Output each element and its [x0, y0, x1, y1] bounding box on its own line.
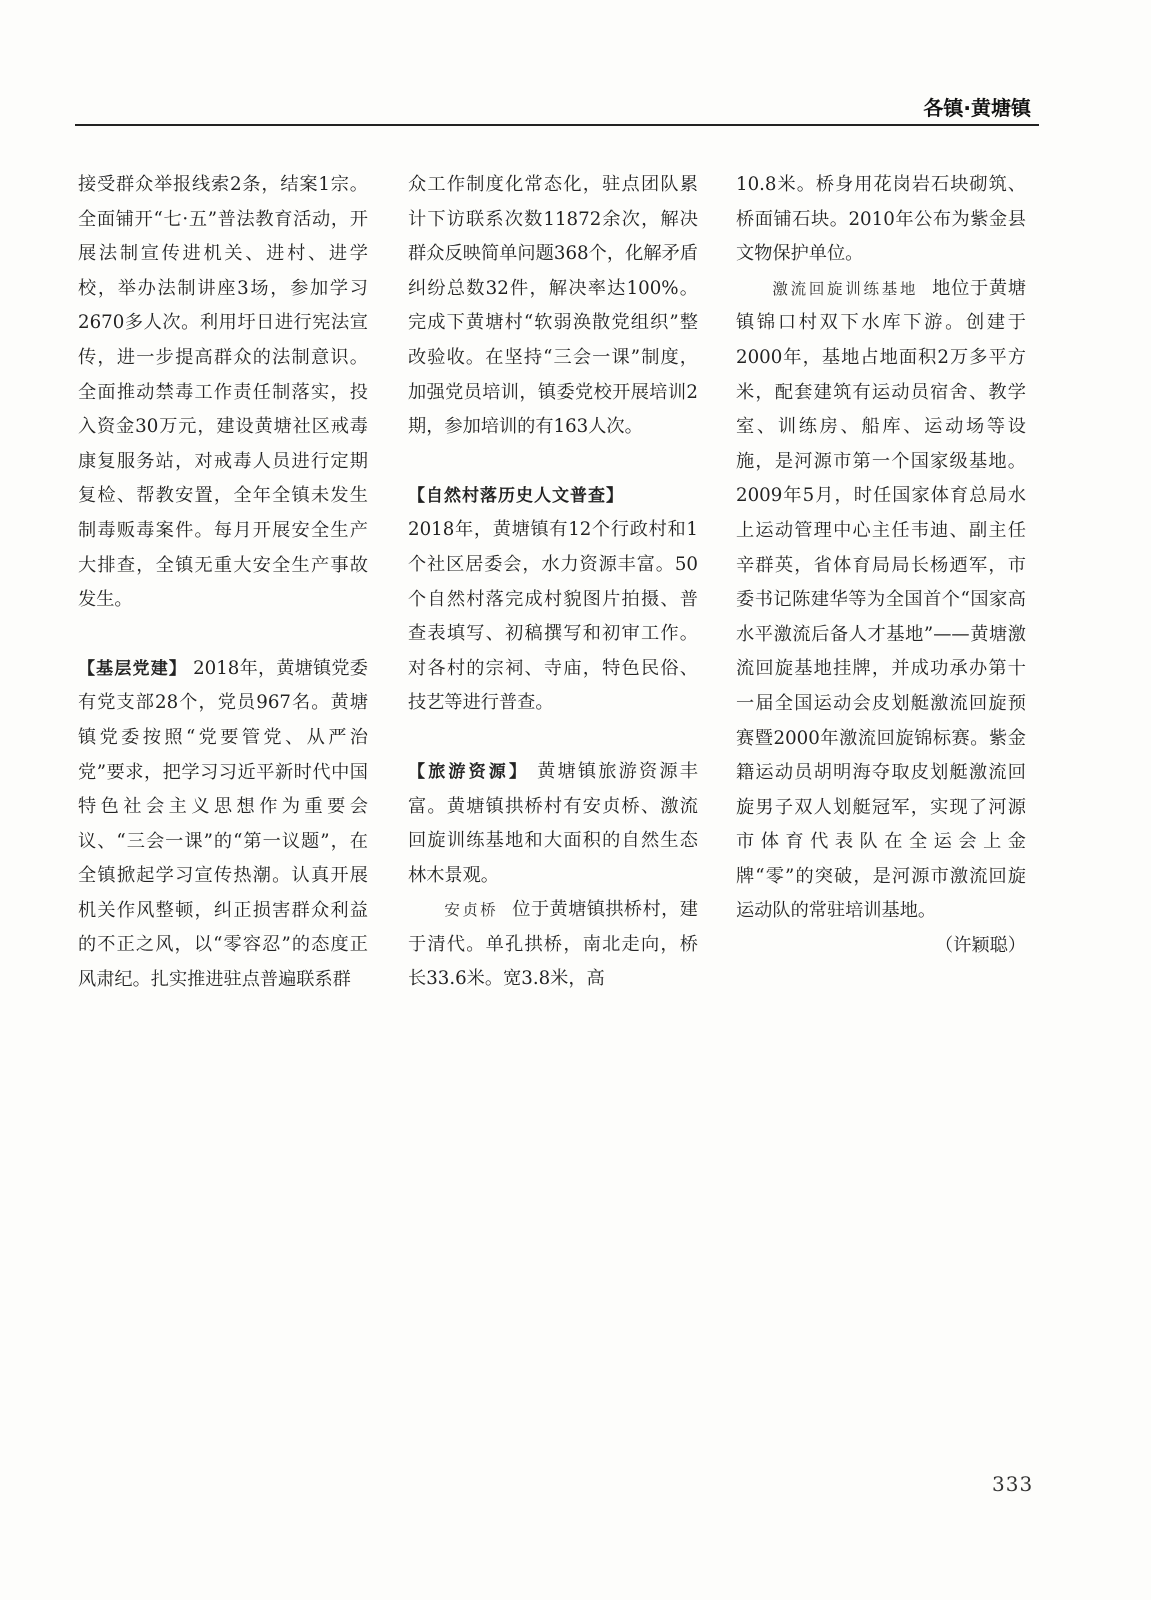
section-text: 2018年，黄塘镇党委有党支部28个，党员967名。黄塘镇党委按照“党要管党、从严治党”要求，把学习习近平新时代中国特色社会主义思想作为重要会议、“三会一课”的“第一议题”，在全镇掀起学习宣传热潮。认真开展机关作风整顿，纠正损害群众利益的不正之风，以“零容忍”的态度正风肃纪。扎实推进驻点普遍联系群: [78, 657, 368, 991]
subentry-label: 激流回旋训练基地: [772, 279, 919, 298]
section-text: 2018年，黄塘镇有12个行政村和1个社区居委会，水力资源丰富。50个自然村落完成村貌图片拍摄、普查表填写、初稿撰写和初审工作。对各村的宗祠、寺庙，特色民俗、技艺等进行普查。: [408, 519, 698, 714]
section-label: 【自然村落历史人文普查】: [408, 485, 624, 506]
subentry-slalom-base: [736, 272, 1026, 929]
header-title: 各镇·黄塘镇: [923, 96, 1031, 120]
text-column-1: [78, 168, 368, 998]
section-label: 【旅游资源】: [408, 761, 530, 782]
paragraph: 众工作制度化常态化，驻点团队累计下访联系次数11872余次，解决群众反映简单问题368个，化解矛盾纠纷总数32件，解决率达100%。完成下黄塘村“软弱涣散党组织”整改验收。在坚持“三会一课”制度，加强党员培训，镇委党校开展培训2期，参加培训的有163人次。: [408, 174, 698, 438]
subentry-anzhen-bridge: [408, 893, 698, 997]
subentry-text: 地位于黄塘镇锦口村双下水库下游。创建于2000年，基地占地面积2万多平方米，配套建筑有运动员宿舍、教学室、训练房、船库、运动场等设施，是河源市第一个国家级基地。2009年5月，时任国家体育总局水上运动管理中心主任韦迪、副主任辛群英，省体育局局长杨迺军，市委书记陈建华等为全国首个“国家高水平激流后备人才基地”——黄塘激流回旋基地挂牌，并成功承办第十一届全国运动会皮划艇激流回旋预赛暨2000年激流回旋锦标赛。紫金籍运动员胡明海夺取皮划艇激流回旋男子双人划艇冠军，实现了河源市体育代表队在全运会上金牌“零”的突破，是河源市激流回旋运动队的常驻培训基地。: [736, 277, 1026, 922]
section-entry-village-survey: [408, 479, 698, 721]
subentry-label: 安贞桥: [444, 901, 499, 920]
section-entry-tourism: [408, 755, 698, 893]
header-rule: [75, 124, 1039, 126]
paragraph: 接受群众举报线索2条，结案1宗。全面铺开“七·五”普法教育活动，开展法制宣传进机关、进村、进学校，举办法制讲座3场，参加学习2670多人次。利用圩日进行宪法宣传，进一步提高群众的法制意识。全面推动禁毒工作责任制落实，投入资金30万元，建设黄塘社区戒毒康复服务站，对戒毒人员进行定期复检、帮教安置，全年全镇未发生制毒贩毒案件。每月开展安全生产大排查，全镇无重大安全生产事故发生。: [78, 174, 368, 611]
paragraph: 10.8米。桥身用花岗岩石块砌筑、桥面铺石块。2010年公布为紫金县文物保护单位。: [736, 174, 1026, 265]
text-column-2: [408, 168, 698, 997]
author-signature: （许颖聪）: [935, 935, 1026, 957]
text-column-3: [736, 168, 1026, 964]
running-header: [0, 82, 1151, 132]
section-entry-party-building: [78, 652, 368, 998]
section-text: 黄塘镇旅游资源丰富。黄塘镇拱桥村有安贞桥、激流回旋训练基地和大面积的自然生态林木景观。: [408, 760, 698, 886]
page-number: 333: [992, 1472, 1034, 1496]
section-label: 【基层党建】: [78, 658, 188, 679]
subentry-text: 位于黄塘镇拱桥村，建于清代。单孔拱桥，南北走向，桥长33.6米。宽3.8米，高: [408, 899, 698, 990]
